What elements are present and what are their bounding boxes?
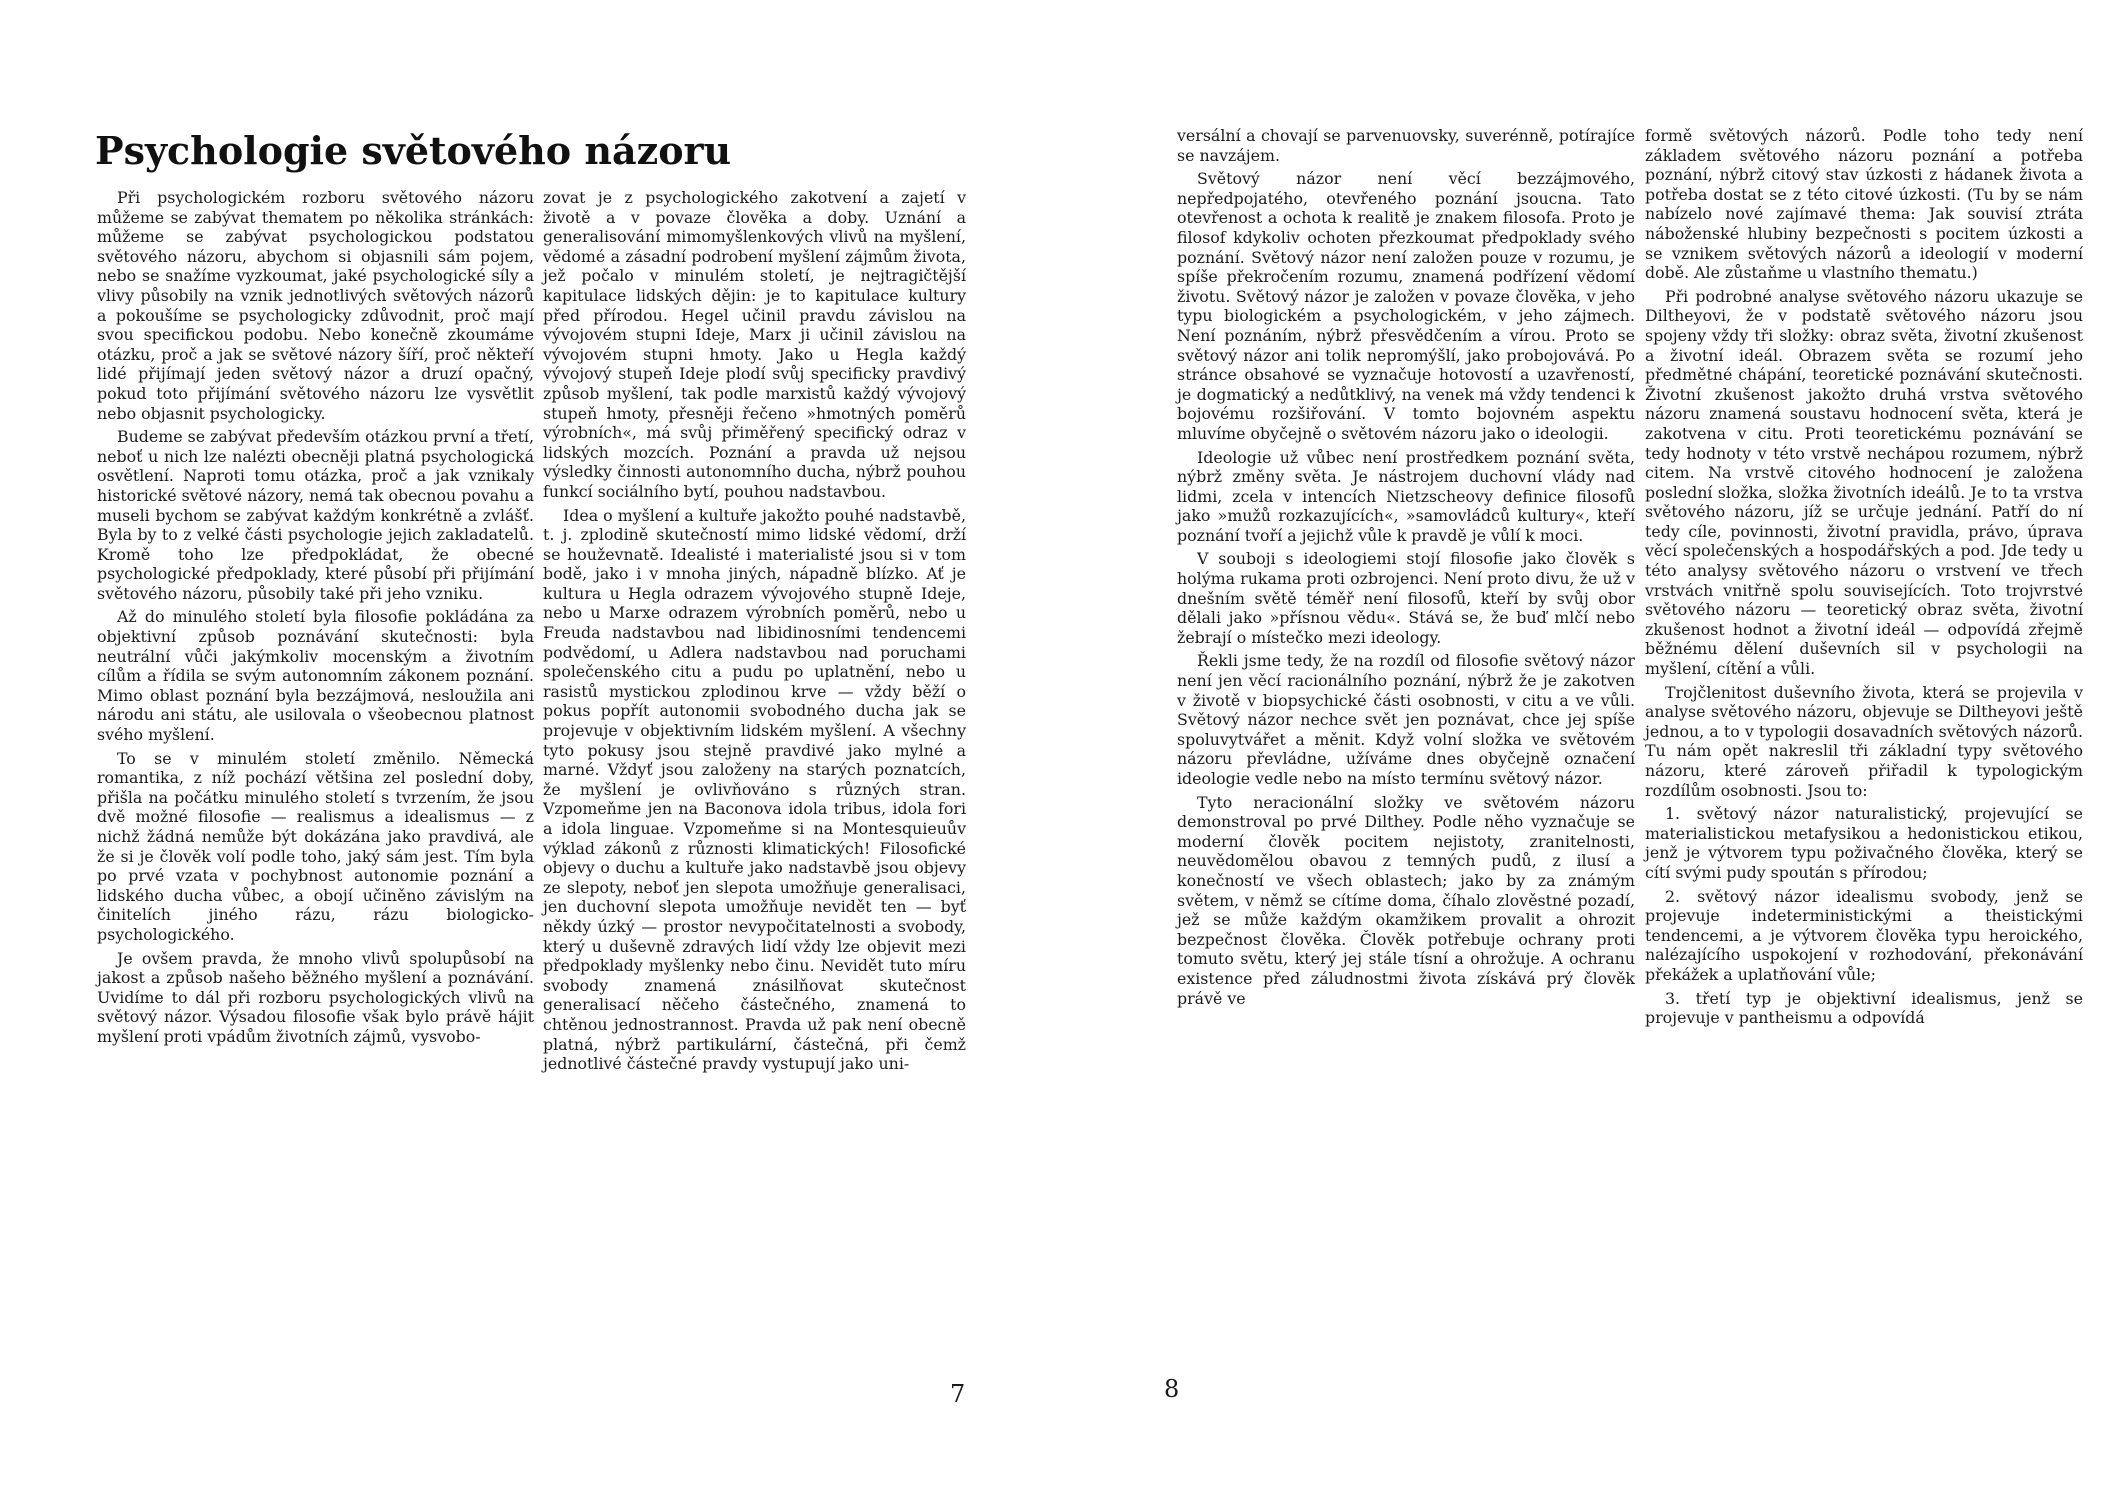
paragraph: Ideologie už vůbec není prostředkem poznání světa, nýbrž změny světa. Je nástrojem duchovní vlády nad lidmi, zcela v intencích Nietzscheovy definice filosofů jako »mužů rozkazujících«, »samovládců kultury«, kteří poznání tvoří a jejichž vůle k pravdě je vůlí k moci. (1177, 447, 1635, 545)
paragraph: Při psychologickém rozboru světového názoru můžeme se zabývat thematem po několika stránkách: můžeme se zabývat psychologickou podstatou světového názoru, abychom si objasnili sám pojem, nebo se snažíme vyzkoumat, jaké psychologické síly a vlivy působily na vznik jednotlivých světových názorů a pokoušíme se psychologicky zdůvodnit, proč mají svou specifickou podobu. Nebo konečně zkoumáme otázku, proč a jak se světové názory šíří, proč někteří lidé přijímají jeden světový názor a druzí opačný, pokud toto přijímání světového názoru lze vysvětlit nebo objasnit psychologicky. (97, 188, 534, 423)
left-page-column-1 (97, 188, 534, 1051)
paragraph: Při podrobné analyse světového názoru ukazuje se Diltheyovi, že v podstatě světového názoru jsou spojeny vždy tři složky: obraz světa, životní zkušenost a životní ideál. Obrazem světa se rozumí jeho předmětné chápání, teoretické poznávání skutečnosti. Životní zkušenost jakožto druhá vrstva světového názoru znamená soustavu hodnocení světa, která je zakotvena v citu. Proti teoretickému poznávání se tedy hodnoty v této vrstvě nechápou rozumem, nýbrž citem. Na vrstvě citového hodnocení je založena poslední složka, složka životních ideálů. Je to ta vrstva světového názoru, jíž se určuje jednání. Patří do ní tedy cíle, povinnosti, životní pravidla, právo, úprava věcí společenských a hospodářských a pod. Jde tedy u této analysy světového názoru o vrstvení ve třech vrstvách vnitřně spolu souvisejících. Toto trojvrstvé světového názoru — teoretický obraz světa, životní zkušenost hodnot a životní ideál — odpovídá zřejmě běžnému dělení duševních sil v psychologii na myšlení, cítění a vůli. (1645, 286, 2083, 679)
paragraph: Světový názor není věcí bezzájmového, nepředpojatého, otevřeného poznání jsoucna. Tato otevřenost a ochota k realitě je znakem filosofa. Proto je filosof kdykoliv ochoten přezkoumat předpoklady svého poznání. Světový názor není založen pouze v rozumu, je spíše překročením rozumu, znamená podřízení vědomí životu. Světový názor je založen v povaze člověka, v jeho typu biologickém a psychologickém, v jeho zájmech. Není poznáním, nýbrž přesvědčením a vírou. Proto se světový názor ani tolik nepromýšlí, jako probojovává. Po stránce obsahové se vyznačuje hotovostí a uzavřeností, je dogmatický a nedůtklivý, na venek má vždy tendenci k bojovému rozšiřování. V tomto bojovném aspektu mluvíme obyčejně o světovém názoru jako o ideologii. (1177, 169, 1635, 443)
paragraph: versální a chovají se parvenuovsky, suverénně, potírajíce se navzájem. (1177, 126, 1635, 165)
list-item: 2. světový názor idealismu svobody, jenž se projevuje indeterministickými a theistickými tendencemi, a je výtvorem člověka typu heroického, nalézajícího uspokojení v rozhodování, překonávání překážek a uplatňování vůle; (1645, 886, 2083, 984)
page-number: 8 (1164, 1375, 1180, 1403)
paragraph: Až do minulého století byla filosofie pokládána za objektivní způsob poznávání skutečnosti: byla neutrální vůči jakýmkoliv mocenským a životním cílům a řídila se svým autonomním zákonem poznání. Mimo oblast poznání byla bezzájmová, nesloužila ani národu ani státu, ale usilovala o všeobecnou platnost svého myšlení. (97, 607, 534, 745)
paragraph: V souboji s ideologiemi stojí filosofie jako člověk s holýma rukama proti ozbrojenci. Není proto divu, že už v dnešním světě téměř není filosofů, kteří by svůj obor dělali jako »přísnou vědu«. Stává se, že buď mlčí nebo žebrají o místečko mezi ideology. (1177, 549, 1635, 647)
paragraph: To se v minulém století změnilo. Německá romantika, z níž pochází většina zel poslední doby, přišla na počátku minulého století s tvrzením, že jsou dvě možné filosofie — realismus a idealismus — z nichž žádná nemůže být dokázána jako pravdivá, ale že si je člověk volí podle toho, jaký sám jest. Tím byla po prvé vzata v pochybnost autonomie poznání a lidského ducha vůbec, a obojí učiněno závislým na činitelích jiného rázu, rázu biologicko-psychologického. (97, 748, 534, 944)
list-item: 3. třetí typ je objektivní idealismus, jenž se projevuje v pantheismu a odpovídá (1645, 988, 2083, 1028)
page-number: 7 (950, 1380, 966, 1408)
paragraph: Budeme se zabývat především otázkou první a třetí, neboť u nich lze nalézti obecněji platná psychologická osvětlení. Naproti tomu otázka, proč a jak vznikaly historické světové názory, nemá tak obecnou povahu a museli bychom se zabývat každým konkrétně a zvlášť. Byla by to z velké části psychologie jejich zakladatelů. Kromě toho lze předpokládat, že obecné psychologické předpoklady, které působí při přijímání světového názoru, působily také při jeho vzniku. (97, 427, 534, 603)
paragraph: zovat je z psychologického zakotvení a zajetí v životě a v povaze člověka a doby. Uznání a generalisování mimomyšlenkových vlivů na myšlení, vědomé a zásadní podrobení myšlení zájmům života, jež počalo v minulém století, je nejtragičtější kapitulace lidských dějin: je to kapitulace kultury před přírodou. Hegel učinil pravdu závislou na vývojovém stupni Ideje, Marx ji učinil závislou na vývojovém stupni hmoty. Jako u Hegla každý vývojový stupeň Ideje plodí svůj specificky pravdivý způsob myšlení, tak podle marxistů každý vývojový stupeň hmoty, přesněji řečeno »hmotných poměrů výrobních«, má svůj přiměřený specifický odraz v lidských mozcích. Poznání a pravda už nejsou výsledky činnosti autonomního ducha, nýbrž pouhou funkcí sociálního bytí, pouhou nadstavbou. (543, 188, 966, 501)
paragraph: Trojčlenitost duševního života, která se projevila v analyse světového názoru, objevuje se Diltheyovi ještě jednou, a to v typologii dosavadních světových názorů. Tu nám opět nakreslil tři základní typy světového názoru, které zároveň přiřadil k typologickým rozdílům osobnosti. Jsou to: (1645, 682, 2083, 800)
paragraph: Je ovšem pravda, že mnoho vlivů spolupůsobí na jakost a způsob našeho běžného myšlení a poznávání. Uvidíme to dál při rozboru psychologických vlivů na světový názor. Výsadou filosofie však bylo právě hájit myšlení proti vpádům životních zájmů, vysvobo- (97, 948, 534, 1046)
right-page-column-1 (1177, 126, 1635, 1012)
paragraph: formě světových názorů. Podle toho tedy není základem světového názoru poznání a potřeba poznání, nýbrž citový stav úzkosti z hádanek života a potřeba dostat se z této citové úzkosti. (Tu by se nám nabízelo nové zajímavé thema: Jak souvisí ztráta náboženské hlubiny bezpečnosti s pocitem úzkosti a se vznikem světových názorů a ideologií v moderní době. Ale zůstaňme u vlastního thematu.) (1645, 126, 2083, 283)
chapter-title: Psychologie světového názoru (95, 128, 732, 173)
paragraph: Řekli jsme tedy, že na rozdíl od filosofie světový názor není jen věcí racionálního poznání, nýbrž že je zakotven v životě v biopsychické části osobnosti, v citu a ve vůli. Světový názor nechce svět jen poznávat, chce jej spíše spoluvytvářet a měnit. Když volní složka ve světovém názoru převládne, užíváme dnes obyčejně označení ideologie vedle nebo na místo termínu světový názor. (1177, 651, 1635, 788)
paragraph: Tyto neracionální složky ve světovém názoru demonstroval po prvé Dilthey. Podle něho vyznačuje se moderní člověk pocitem nejistoty, zranitelnosti, neuvědomělou obavou z temných pudů, z ilusí a konečností ve všech oblastech; jako by za známým světem, v němž se cítíme doma, číhalo zlověstné pozadí, jež se může každým okamžikem provalit a ohrozit bezpečnost člověka. Člověk potřebuje ochrany proti tomuto světu, který jej stále tísní a ohrožuje. A ochranu existence před záludnostmi života získává prý člověk právě ve (1177, 792, 1635, 1008)
right-page-column-2 (1645, 126, 2083, 1032)
left-page-column-2 (543, 188, 966, 1078)
list-item: 1. světový názor naturalistický, projevující se materialistickou metafysikou a hedonistickou etikou, jenž je výtvorem typu poživačného člověka, který se cítí svými pudy spoután s přírodou; (1645, 804, 2083, 882)
right-page (1059, 0, 2118, 1500)
paragraph: Idea o myšlení a kultuře jakožto pouhé nadstavbě, t. j. zplodině skutečností mimo lidské vědomí, drží se houževnatě. Idealisté i materialisté jsou si v tom bodě, jako i v mnoha jiných, nápadně blízko. Ať je kultura u Hegla odrazem vývojového stupně Ideje, nebo u Marxe odrazem výrobních poměrů, nebo u Freuda nadstavbou nad libidinosními tendencemi podvědomí, u Adlera nadstavbou nad poruchami společenského citu a pudu po uplatnění, nebo u rasistů mystickou zplodinou krve — vždy běží o pokus popřít autonomii svobodného ducha jak se projevuje v objektivním lidském myšlení. A všechny tyto pokusy jsou stejně pravdivé jako mylné a marné. Vždyť jsou založeny na starých poznatcích, že myšlení je ovlivňováno s různých stran. Vzpomeňme jen na Baconova idola tribus, idola fori a idola linguae. Vzpomeňme si na Montesquieuův výklad zákonů z různosti klimatických! Filosofické objevy o duchu a kultuře jako nadstavbě jsou objevy ze slepoty, neboť jen slepota umožňuje generalisaci, jen duchovní slepota umožňuje nevidět ten — byť někdy úzký — prostor nevypočitatelnosti a svobody, který u duševně zdravých lidí vždy lze objevit mezi předpoklady myšlenky nebo činu. Nevidět tuto míru svobody znamená znásilňovat skutečnost generalisací něčeho částečného, znamená to chtěnou jednostrannost. Pravda už pak není obecně platná, nýbrž partikulární, částečná, při čemž jednotlivé částečné pravdy vystupují jako uni- (543, 505, 966, 1074)
